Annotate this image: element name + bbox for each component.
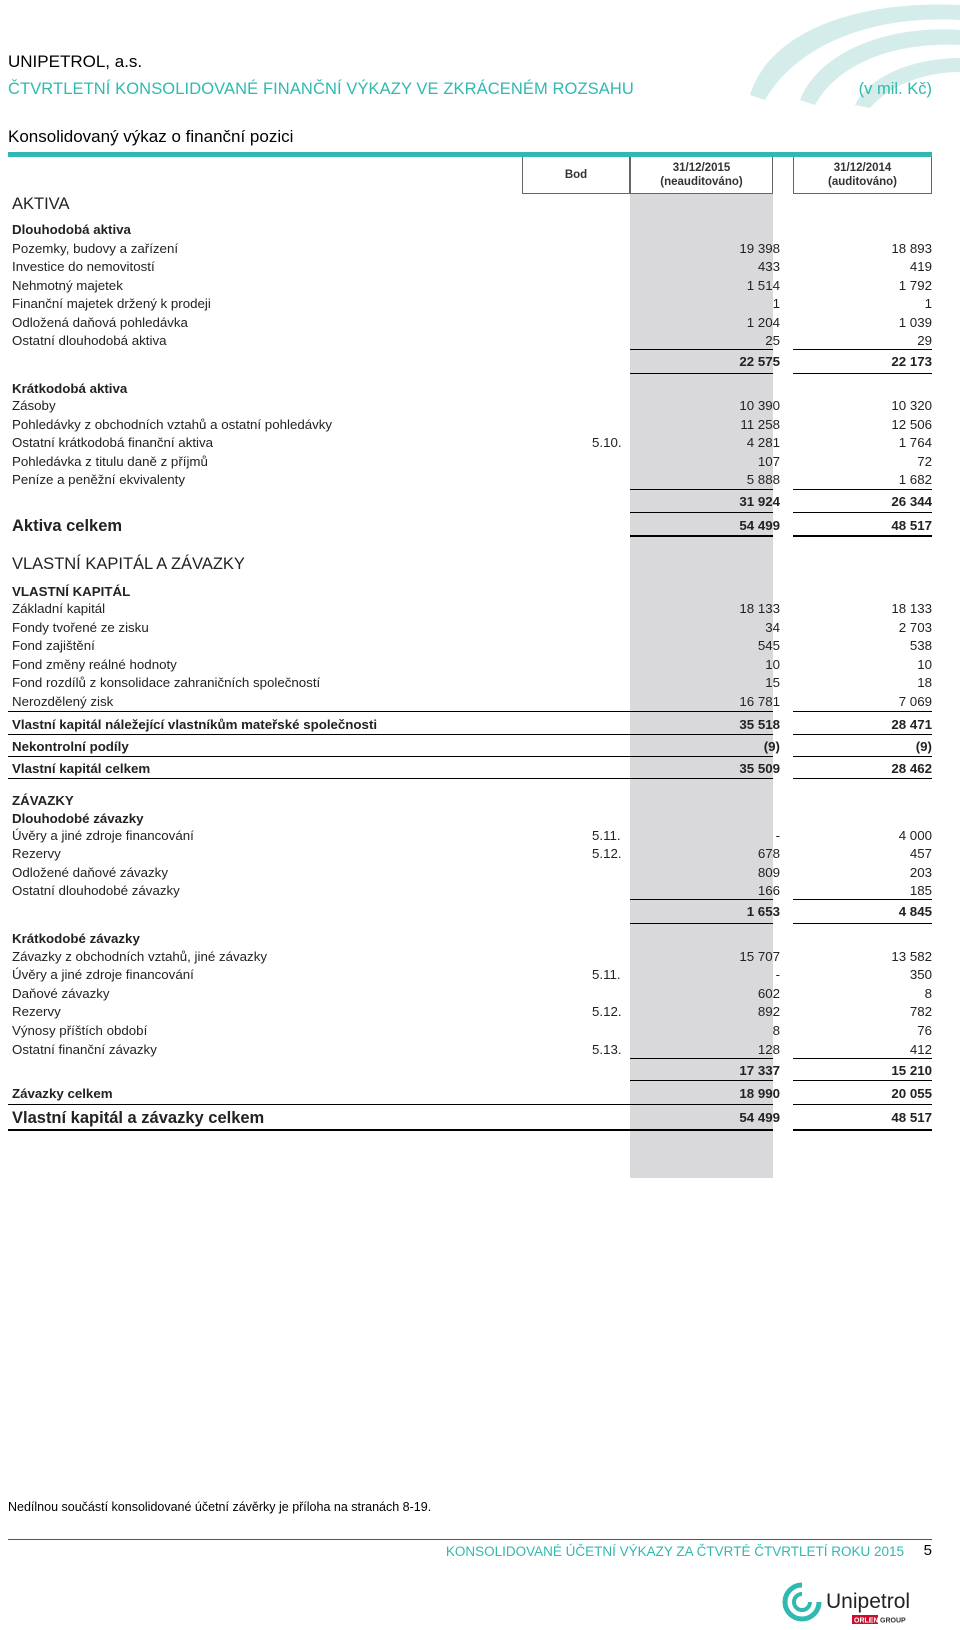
row-label: Závazky celkem <box>12 1086 113 1101</box>
row-label: Peníze a peněžní ekvivalenty <box>12 472 185 487</box>
value-2015: 19 398 <box>739 241 780 256</box>
table-row <box>12 716 932 734</box>
row-label: Nekontrolní podíly <box>12 739 129 754</box>
value-2014: 48 517 <box>891 518 932 533</box>
row-label: Pohledávka z titulu daně z příjmů <box>12 454 208 469</box>
table-rule <box>8 756 631 757</box>
value-2015: 31 924 <box>739 494 780 509</box>
table-rule <box>630 734 773 735</box>
table-rule <box>793 535 932 537</box>
value-2014: 28 462 <box>891 761 932 776</box>
table-rule <box>793 489 932 490</box>
value-2015: 10 <box>765 657 780 672</box>
table-row <box>12 332 932 350</box>
table-rule <box>793 923 932 924</box>
value-2014: 48 517 <box>891 1110 932 1125</box>
table-rule <box>793 899 932 900</box>
value-2015: 128 <box>757 1042 780 1057</box>
value-2015: 54 499 <box>739 1110 780 1125</box>
row-label: Fondy tvořené ze zisku <box>12 620 149 635</box>
value-2015: 16 781 <box>739 694 780 709</box>
table-row <box>12 1003 932 1021</box>
value-2015: 5 888 <box>746 472 780 487</box>
table-row <box>12 493 932 511</box>
table-row <box>12 674 932 692</box>
table-row <box>12 277 932 295</box>
table-row <box>12 471 932 489</box>
table-rule <box>630 1080 773 1081</box>
table-rule <box>630 711 773 712</box>
row-label: Vlastní kapitál celkem <box>12 761 151 776</box>
value-2015: 1 514 <box>746 278 780 293</box>
section-title: Konsolidovaný výkaz o finanční pozici <box>8 127 294 146</box>
value-2014: 28 471 <box>891 717 932 732</box>
row-note-ref: 5.12. <box>592 1004 622 1019</box>
value-2014: 185 <box>909 883 932 898</box>
footnote: Nedílnou součástí konsolidované účetní závěrky je příloha na stranách 8-19. <box>8 1500 432 1514</box>
col2-note: (auditováno) <box>828 176 897 188</box>
value-2015: 433 <box>757 259 780 274</box>
row-label: Finanční majetek držený k prodeji <box>12 296 211 311</box>
bod-header-label: Bod <box>564 169 588 181</box>
value-2015: 11 258 <box>740 417 780 432</box>
table-row <box>12 637 932 655</box>
value-2014: 1 039 <box>898 315 932 330</box>
table-row <box>12 930 932 948</box>
row-note-ref: 5.12. <box>592 846 622 861</box>
table-row <box>12 434 932 452</box>
table-rule <box>793 711 932 712</box>
value-2015: 18 133 <box>739 601 780 616</box>
value-2014: 76 <box>917 1023 932 1038</box>
value-2015: (9) <box>763 739 780 754</box>
column-header-bod <box>522 157 630 194</box>
column-header-2014 <box>793 157 932 194</box>
table-row <box>12 553 932 575</box>
table-rule <box>8 1104 631 1105</box>
table-row <box>12 948 932 966</box>
table-row <box>12 600 932 618</box>
value-2014: 26 344 <box>891 494 932 509</box>
table-rule <box>793 1058 932 1059</box>
value-2014: 7 069 <box>898 694 932 709</box>
table-rule <box>793 734 932 735</box>
row-label: Nehmotný majetek <box>12 278 123 293</box>
table-rule <box>8 1129 631 1131</box>
table-row <box>12 1085 932 1103</box>
group-label: GROUP <box>880 1617 906 1625</box>
row-label: Vlastní kapitál náležející vlastníkům mateřské společnosti <box>12 717 378 732</box>
value-2015: 809 <box>757 865 780 880</box>
table-rule <box>630 756 773 757</box>
value-2015: 15 707 <box>739 949 780 964</box>
row-label: Závazky z obchodních vztahů, jiné závazky <box>12 949 267 964</box>
row-label: VLASTNÍ KAPITÁL <box>12 584 131 599</box>
table-rule <box>793 756 932 757</box>
table-rule <box>630 1058 773 1059</box>
table-row <box>12 845 932 863</box>
value-2014: (9) <box>915 739 932 754</box>
table-rule <box>8 734 631 735</box>
table-row <box>12 221 932 239</box>
logo-mark-icon <box>785 1582 822 1619</box>
value-2015: 8 <box>772 1023 780 1038</box>
table-rule <box>630 373 773 374</box>
table-row <box>12 416 932 434</box>
table-rule <box>793 1080 932 1081</box>
footer-text <box>446 1544 904 1559</box>
table-row <box>12 397 932 415</box>
col1-note: (neauditováno) <box>660 176 743 188</box>
value-2014: 18 893 <box>891 241 932 256</box>
table-row <box>12 295 932 313</box>
value-2015: - <box>775 828 780 843</box>
table-row <box>12 810 932 828</box>
table-row <box>12 760 932 778</box>
value-2015: 54 499 <box>739 518 780 533</box>
row-label: Fond zajištění <box>12 638 95 653</box>
row-label: Úvěry a jiné zdroje financování <box>12 828 194 843</box>
row-label: Vlastní kapitál a závazky celkem <box>12 1109 265 1127</box>
row-label: Nerozdělený zisk <box>12 694 114 709</box>
orlen-label: ORLEN <box>854 1617 879 1625</box>
table-row <box>12 240 932 258</box>
table-row <box>12 193 932 215</box>
row-note-ref: 5.11. <box>592 828 621 843</box>
row-label: Krátkodobá aktiva <box>12 381 128 396</box>
page-number: 5 <box>923 1542 932 1559</box>
value-2015: 35 518 <box>739 717 780 732</box>
table-rule <box>793 778 932 779</box>
value-2014: 2 703 <box>898 620 932 635</box>
table-rule <box>630 899 773 900</box>
value-2014: 12 506 <box>891 417 932 432</box>
value-2014: 782 <box>909 1004 932 1019</box>
table-row <box>12 792 932 810</box>
column-header-2015 <box>630 157 773 194</box>
row-note-ref: 5.11. <box>592 967 621 982</box>
table-row <box>12 1022 932 1040</box>
table-rule <box>630 535 773 537</box>
value-2014: 4 000 <box>898 828 932 843</box>
value-2014: 1 764 <box>898 435 932 450</box>
row-note-ref: 5.10. <box>592 435 622 450</box>
row-label: ZÁVAZKY <box>12 793 74 808</box>
table-row <box>12 258 932 276</box>
value-2014: 350 <box>909 967 932 982</box>
value-2015: 10 390 <box>739 398 780 413</box>
table-row <box>12 882 932 900</box>
table-row <box>12 864 932 882</box>
value-2014: 13 582 <box>891 949 932 964</box>
table-row <box>12 583 932 601</box>
unipetrol-logo <box>782 1582 932 1626</box>
row-label: Fond změny reálné hodnoty <box>12 657 177 672</box>
value-2014: 1 682 <box>898 472 932 487</box>
value-2015: 15 <box>765 675 780 690</box>
value-2014: 10 <box>917 657 932 672</box>
footer-title: KONSOLIDOVANÉ ÚČETNÍ VÝKAZY ZA ČTVRTÉ ČTVRTLETÍ ROKU 2015 <box>445 1544 904 1559</box>
table-rule <box>793 373 932 374</box>
currency-unit: (v mil. Kč) <box>858 80 932 98</box>
table-rule <box>630 923 773 924</box>
value-2015: 602 <box>757 986 780 1001</box>
table-rule <box>8 778 631 779</box>
value-2015: 892 <box>757 1004 780 1019</box>
value-2015: 25 <box>765 333 780 348</box>
table-rule <box>630 512 773 513</box>
value-2014: 419 <box>909 259 932 274</box>
row-label: Zásoby <box>12 398 56 413</box>
table-rule <box>630 1104 773 1105</box>
table-rule <box>630 489 773 490</box>
row-label: Pozemky, budovy a zařízení <box>12 241 179 256</box>
table-rule <box>793 349 932 350</box>
value-2014: 457 <box>909 846 932 861</box>
value-2015: 22 575 <box>739 354 780 369</box>
row-label: Odložené daňové závazky <box>12 865 168 880</box>
table-row <box>12 827 932 845</box>
row-label: Ostatní dlouhodobé závazky <box>12 883 180 898</box>
row-label: Pohledávky z obchodních vztahů a ostatní pohledávky <box>12 417 333 432</box>
table-row <box>12 453 932 471</box>
value-2014: 412 <box>909 1042 932 1057</box>
row-label: Ostatní finanční závazky <box>12 1042 157 1057</box>
value-2014: 72 <box>917 454 932 469</box>
table-row <box>12 903 932 921</box>
value-2014: 20 055 <box>891 1086 932 1101</box>
value-2014: 8 <box>924 986 932 1001</box>
row-label: Úvěry a jiné zdroje financování <box>12 967 194 982</box>
table-row <box>12 1041 932 1059</box>
value-2015: 35 509 <box>739 761 780 776</box>
report-subtitle: ČTVRTLETNÍ KONSOLIDOVANÉ FINANČNÍ VÝKAZY VE ZKRÁCENÉM ROZSAHU <box>8 80 634 98</box>
table-rule <box>793 1129 932 1131</box>
value-2015: 4 281 <box>746 435 780 450</box>
value-2014: 1 <box>924 296 932 311</box>
row-label: Základní kapitál <box>12 601 106 616</box>
value-2014: 203 <box>909 865 932 880</box>
row-label: Daňové závazky <box>12 986 110 1001</box>
value-2015: 34 <box>765 620 780 635</box>
row-label: VLASTNÍ KAPITÁL A ZÁVAZKY <box>12 555 245 573</box>
table-row <box>12 517 932 535</box>
row-label: Dlouhodobé závazky <box>12 811 144 826</box>
table-row <box>12 353 932 371</box>
table-row <box>12 693 932 711</box>
value-2014: 15 210 <box>891 1063 932 1078</box>
row-label: AKTIVA <box>12 195 70 213</box>
table-row <box>12 656 932 674</box>
value-2015: 545 <box>757 638 780 653</box>
row-note-ref: 5.13. <box>592 1042 622 1057</box>
value-2015: 678 <box>757 846 780 861</box>
table-row <box>12 966 932 984</box>
value-2015: 1 204 <box>746 315 780 330</box>
table-row <box>12 1062 932 1080</box>
row-label: Aktiva celkem <box>12 517 123 535</box>
value-2015: 1 <box>772 296 780 311</box>
row-label: Odložená daňová pohledávka <box>12 315 188 330</box>
row-label: Výnosy příštích období <box>12 1023 148 1038</box>
row-label: Fond rozdílů z konsolidace zahraničních společností <box>12 675 321 690</box>
table-row <box>12 985 932 1003</box>
table-row <box>12 380 932 398</box>
logo-text: Unipetrol <box>826 1590 911 1613</box>
table-row <box>12 738 932 756</box>
value-2015: 107 <box>757 454 780 469</box>
value-2015: 18 990 <box>739 1086 780 1101</box>
value-2014: 29 <box>917 333 932 348</box>
col1-date: 31/12/2015 <box>672 162 731 174</box>
row-label: Rezervy <box>12 846 61 861</box>
table-row <box>12 619 932 637</box>
value-2014: 4 845 <box>898 904 932 919</box>
table-rule <box>793 1104 932 1105</box>
value-2014: 1 792 <box>898 278 932 293</box>
table-rule <box>630 1129 773 1131</box>
row-label: Ostatní krátkodobá finanční aktiva <box>12 435 214 450</box>
value-2015: - <box>775 967 780 982</box>
value-2014: 538 <box>909 638 932 653</box>
value-2015: 166 <box>757 883 780 898</box>
table-rule <box>630 778 773 779</box>
value-2014: 10 320 <box>891 398 932 413</box>
row-label: Dlouhodobá aktiva <box>12 222 131 237</box>
row-label: Investice do nemovitostí <box>12 259 155 274</box>
row-label: Krátkodobé závazky <box>12 931 140 946</box>
row-label: Rezervy <box>12 1004 61 1019</box>
col2-date: 31/12/2014 <box>833 162 892 174</box>
table-rule <box>793 512 932 513</box>
value-2015: 17 337 <box>739 1063 780 1078</box>
row-label: Ostatní dlouhodobá aktiva <box>12 333 167 348</box>
value-2014: 22 173 <box>891 354 932 369</box>
company-name: UNIPETROL, a.s. <box>8 52 143 71</box>
table-row <box>12 314 932 332</box>
value-2014: 18 <box>917 675 932 690</box>
table-rule <box>630 349 773 350</box>
table-rule <box>8 711 631 712</box>
table-row <box>12 1109 932 1127</box>
value-2014: 18 133 <box>891 601 932 616</box>
value-2015: 1 653 <box>746 904 780 919</box>
